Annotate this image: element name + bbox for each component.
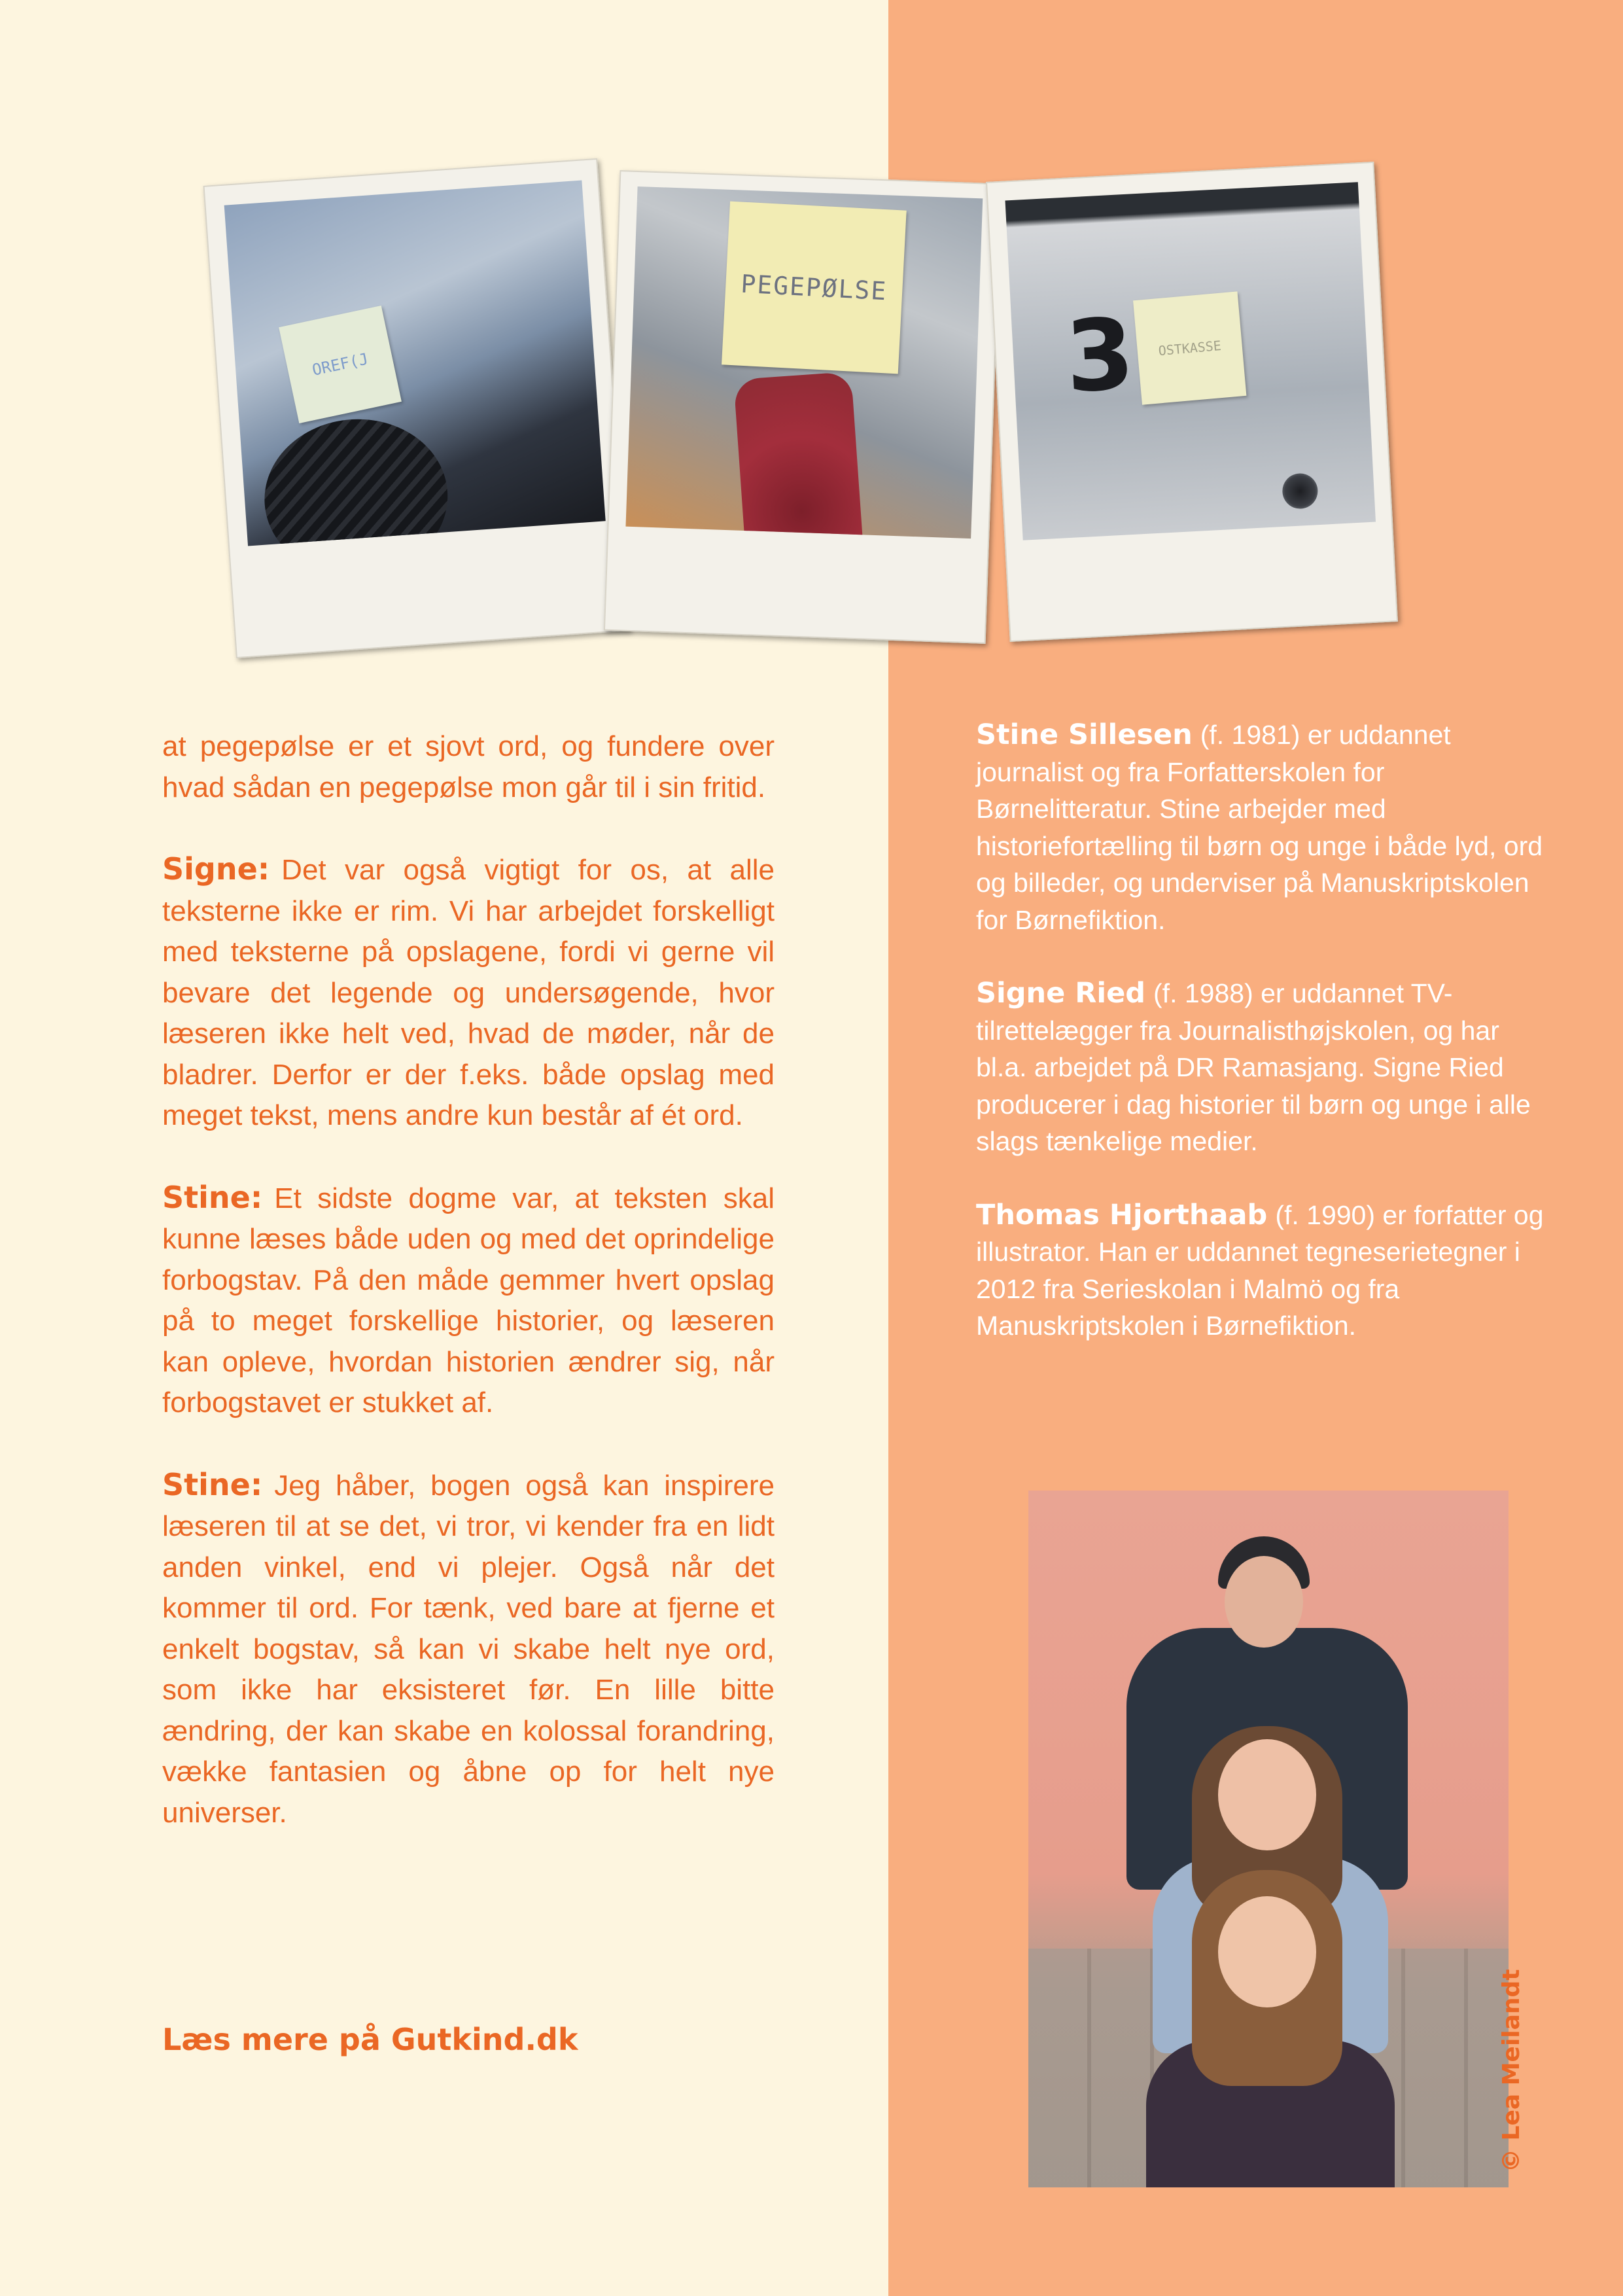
sticky-note-text: OSTKASSE	[1157, 337, 1222, 359]
bio-name: Signe Ried	[976, 977, 1146, 1010]
polaroid-car	[203, 158, 630, 658]
paragraph-text: Det var også vigtigt for os, at alle teksterne ikke er rim. Vi har arbejdet forskelligt med teksterne på opslagene, fordi vi gerne vil bevare det legende og undersøgende, hvor læseren ikke helt ved, hvad de møder, når de bladrer. Derfor er der f.eks. både opslag med meget tekst, mens andre kun består af ét ord.	[162, 854, 775, 1131]
bio-text: (f. 1990) er forfatter og illustrator. Han er uddannet tegneserietegner i 2012 fra Serieskolan i Malmö og fra Manuskriptskolen i Børnefiktion.	[976, 1199, 1544, 1341]
tyre-shape	[259, 413, 453, 546]
bio	[976, 716, 1552, 938]
polaroid-sausage	[604, 170, 1002, 644]
sausage-shape	[733, 372, 863, 539]
paragraph	[162, 1177, 775, 1424]
photo-sausage	[625, 186, 983, 539]
bio-name: Stine Sillesen	[976, 718, 1193, 751]
person-head	[1218, 1896, 1316, 2007]
paragraph-text: Jeg håber, bogen også kan inspirere læseren til at se det, vi tror, vi kender fra en lidt anden vinkel, end vi plejer. Også når det kommer til ord. For tænk, ved bare at fjerne et enkelt bogstav, så kan vi skabe helt nye ord, som ikke har eksisteret før. En lille bitte ændring, der kan skabe en kolossal forandring, vække fantasien og åbne op for helt nye universer.	[162, 1469, 775, 1829]
photo-car	[224, 181, 606, 546]
bio-text: (f. 1981) er uddannet journalist og fra Forfatterskolen for Børnelitteratur. Stine arbejder med historiefortælling til børn og unge i både lyd, ord og billeder, og underviser på Manuskriptskolen for Børnefiktion.	[976, 720, 1543, 935]
sticky-note	[279, 306, 402, 423]
paragraph-text: Et sidste dogme var, at teksten skal kunne læses både uden og med det oprindelige forbogstav. På den måde gemmer hvert opslag på to meget forskellige historier, og læseren kan opleve, hvordan historien ændrer sig, når forbogstavet er stukket af.	[162, 1182, 775, 1419]
paragraph-text: at pegepølse er et sjovt ord, og fundere over hvad sådan en pegepølse mon går til i sin fritid.	[162, 730, 775, 804]
paragraph	[162, 726, 775, 808]
interview-text	[162, 726, 775, 1874]
read-more-link[interactable]: Læs mere på Gutkind.dk	[162, 2022, 578, 2057]
sticky-note-text: OREF(J	[310, 349, 370, 380]
paragraph	[162, 1464, 775, 1834]
author-bios	[976, 716, 1552, 1381]
keyhole-icon	[1282, 472, 1319, 510]
photo-mailbox	[1005, 182, 1376, 540]
bio-text: (f. 1988) er uddannet TV-tilrettelægger fra Journalisthøjskolen, og har bl.a. arbejdet på DR Ramasjang. Signe Ried producerer i dag historier til børn og unge i alle slags tænkelige medier.	[976, 978, 1531, 1156]
bio-name: Thomas Hjorthaab	[976, 1198, 1268, 1231]
person-head	[1225, 1556, 1303, 1648]
mailbox-number: 3	[1062, 297, 1138, 415]
sticky-note	[1133, 291, 1246, 404]
photo-credit: © Lea Meilandt	[1498, 1969, 1525, 2172]
paragraph	[162, 849, 775, 1137]
speaker-label: Stine:	[162, 1466, 263, 1502]
bio	[976, 1197, 1552, 1345]
speaker-label: Signe:	[162, 851, 270, 887]
speaker-label: Stine:	[162, 1179, 263, 1215]
bio	[976, 975, 1552, 1160]
sticky-note-text: PEGEPØLSE	[740, 269, 888, 306]
author-portrait	[1028, 1491, 1509, 2187]
sticky-note	[722, 202, 907, 374]
polaroid-mailbox	[986, 162, 1398, 642]
person-head	[1218, 1739, 1316, 1850]
